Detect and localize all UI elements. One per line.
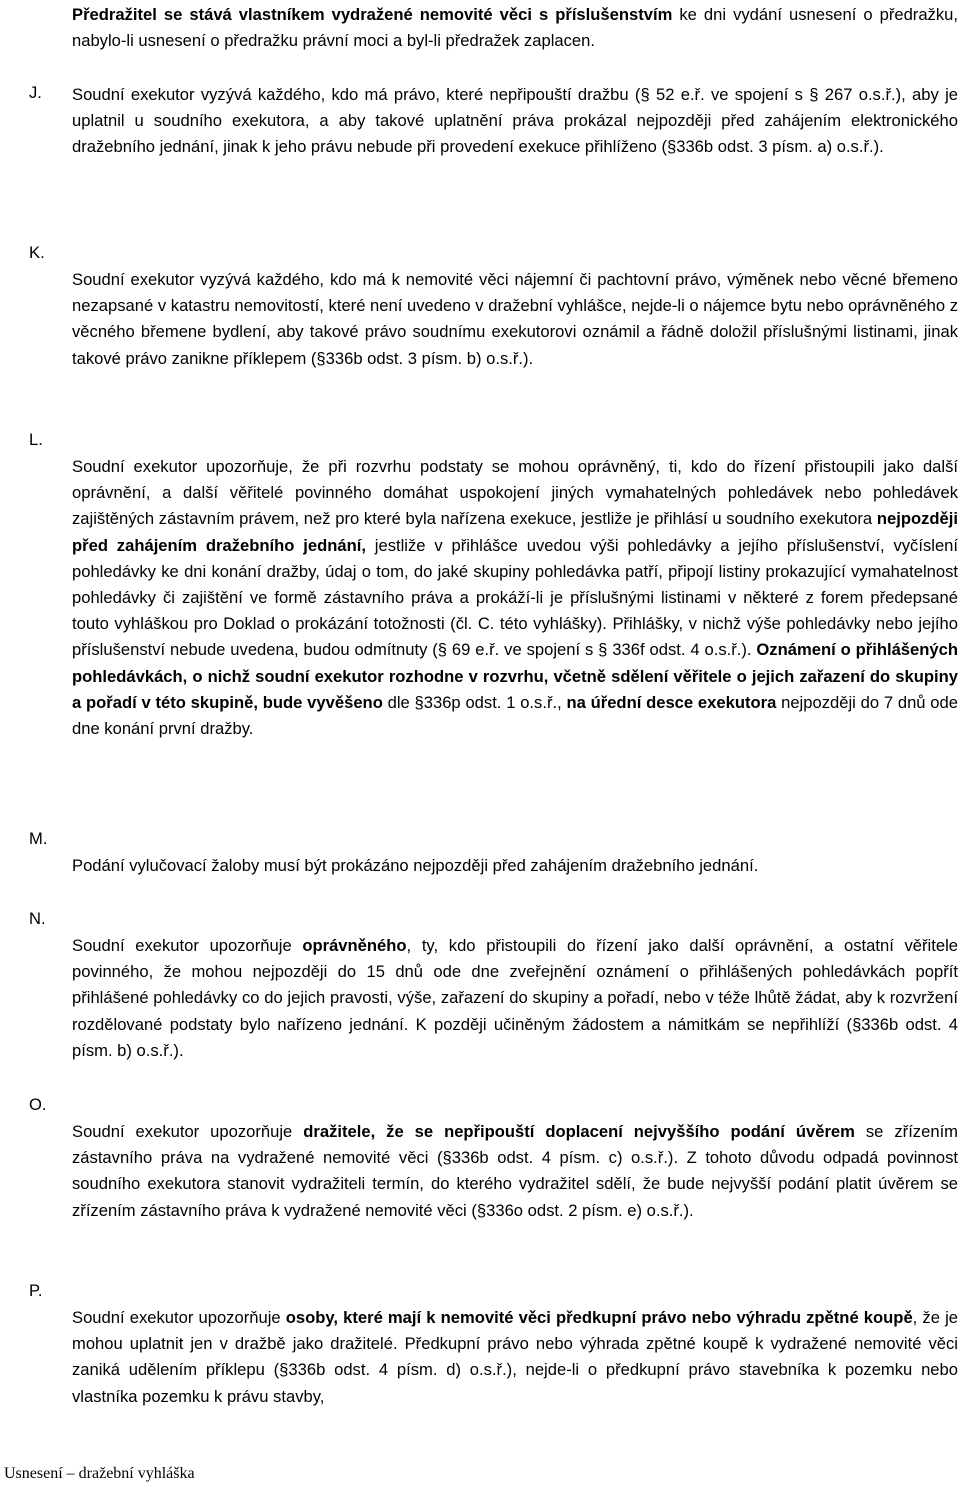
section-l-bold-2: Oznámení o přihlášených pohledávkách, o nichž soudní exekutor rozhodne v rozvrhu, včetně sdělení věřitele o jejich zařazení do skupiny a pořadí v této skupině, bude vyvěšeno — [72, 640, 958, 712]
intro-text: ke dni vydání usnesení o předražku, nabylo-li usnesení o předražku právní moci a byl-li předražek zaplacen. — [72, 5, 958, 51]
page-footer: Usnesení – dražební vyhláška — [4, 1465, 195, 1482]
section-l-text-2: jestliže v přihlášce uvedou výši pohledávky a jejího příslušenství, vyčíslení pohledávky ke dni konání dražby, údaj o tom, do jaké skupiny pohledávka patří, připojí listiny prokazující vymahatelnost pohledávky či zajištění ve formě zástavního práva a prokáží-li je příslušnými listinami v některé z forem předepsané touto vyhláškou pro Doklad o prokázání totožnosti (čl. C. této vyhlášky). Přihlášky, v nichž výše pohledávky nebo jejího příslušenství nebude uvedena, budou odmítnuty (§ 69 e.ř. ve spojení s § 336f odst. 4 o.s.ř.). — [72, 535, 959, 660]
section-n-text-1: Soudní exekutor upozorňuje — [72, 936, 303, 955]
section-letter-l: L. — [29, 430, 43, 449]
section-letter-j: J. — [29, 83, 42, 102]
section-l-bold-3: na úřední desce exekutora — [566, 692, 777, 712]
section-p-bold-1: osoby, které mají k nemovité věci předkupní právo nebo výhradu zpětné koupě — [285, 1308, 913, 1327]
section-letter-k: K. — [29, 243, 45, 262]
section-o-text-1: Soudní exekutor upozorňuje — [72, 1122, 304, 1141]
intro-bold: Předražitel se stává vlastníkem vydražené nemovité věci s příslušenstvím — [72, 5, 673, 24]
section-l-text-3: dle §336p odst. 1 o.s.ř., — [382, 692, 567, 712]
section-p-text-1: Soudní exekutor upozorňuje — [72, 1308, 286, 1327]
section-o-paragraph — [72, 1119, 958, 1224]
intro-paragraph — [72, 2, 958, 54]
section-l-bold-1: nejpozději před zahájením dražebního jednání, — [72, 509, 958, 555]
section-letter-p: P. — [29, 1281, 43, 1300]
section-letter-o: O. — [29, 1095, 47, 1114]
section-p-text-2: , že je mohou uplatnit jen v dražbě jako dražitelé. Předkupní právo nebo výhrada zpětné koupě k vydražené nemovité věci zaniká udělením příklepu (§336b odst. 4 písm. d) o.s.ř.), nejde-li o předkupní právo stavebníka k pozemku nebo vlastníka pozemku k právu stavby, — [72, 1308, 958, 1406]
section-n-bold-1: oprávněného — [302, 936, 407, 955]
section-n-text-2: , ty, kdo přistoupili do řízení jako další oprávnění, a ostatní věřitele povinného, že mohou nejpozději do 15 dnů ode dne zveřejnění oznámení o přihlášených pohledávkách popřít přihlášené pohledávky co do jejich pravosti, výše, zařazení do skupiny a pořadí, nebo v téže lhůtě žádat, aby k rozvržení rozdělované podstaty bylo nařízeno jednání. K později učiněným žádostem a námitkám se nepřihlíží (§336b odst. 4 písm. b) o.s.ř.). — [72, 936, 958, 1060]
section-l-text-1: Soudní exekutor upozorňuje, že při rozvrhu podstaty se mohou oprávněný, ti, kdo do řízení přistoupili jako další oprávnění, a další věřitelé povinného domáhat uspokojení jiných vymahatelných pohledávek nebo pohledávek zajištěných zástavním právem, než pro které byla nařízena exekuce, jestliže je přihlásí u soudního exekutora — [72, 457, 958, 529]
section-o-text-2: se zřízením zástavního práva na vydražené nemovité věci (§336b odst. 4 písm. c) o.s.ř.). Z tohoto důvodu odpadá povinnost soudního exekutora stanovit vydražiteli termín, do kterého vydražitel sdělí, že bude nejvyšší podání platit úvěrem se zřízením zástavního práva k vydražené nemovité věci (§336o odst. 2 písm. e) o.s.ř.). — [72, 1122, 958, 1220]
section-letter-n: N. — [29, 909, 46, 928]
section-n-paragraph — [72, 933, 958, 1064]
section-letter-m: M. — [29, 829, 48, 848]
section-l-text-4: nejpozději do 7 dnů ode dne konání první dražby. — [72, 692, 958, 739]
section-l-paragraph — [72, 454, 958, 742]
section-o-bold-1: dražitele, že se nepřipouští doplacení nejvyššího podání úvěrem — [303, 1122, 855, 1141]
section-m-text: Podání vylučovací žaloby musí být prokázáno nejpozději před zahájením dražebního jednání. — [72, 856, 759, 875]
section-j-text: Soudní exekutor vyzývá každého, kdo má právo, které nepřipouští dražbu (§ 52 e.ř. ve spojení s § 267 o.s.ř.), aby je uplatnil u soudního exekutora, a aby takové uplatnění práva prokázal nejpozději před zahájením elektronického dražebního jednání, jinak k jeho právu nebude při provedení exekuce přihlíženo (§336b odst. 3 písm. a) o.s.ř.). — [72, 85, 958, 157]
section-p-paragraph — [72, 1305, 958, 1410]
section-k-text: Soudní exekutor vyzývá každého, kdo má k nemovité věci nájemní či pachtovní právo, výměnek nebo věcné břemeno nezapsané v katastru nemovitostí, které není uvedeno v dražební vyhlášce, nejde-li o nájemce bytu nebo oprávněného z věcného břemene bydlení, aby takové právo soudnímu exekutorovi oznámil a řádně doložil příslušnými listinami, jinak takové právo zanikne příklepem (§336b odst. 3 písm. b) o.s.ř.). — [72, 270, 958, 368]
